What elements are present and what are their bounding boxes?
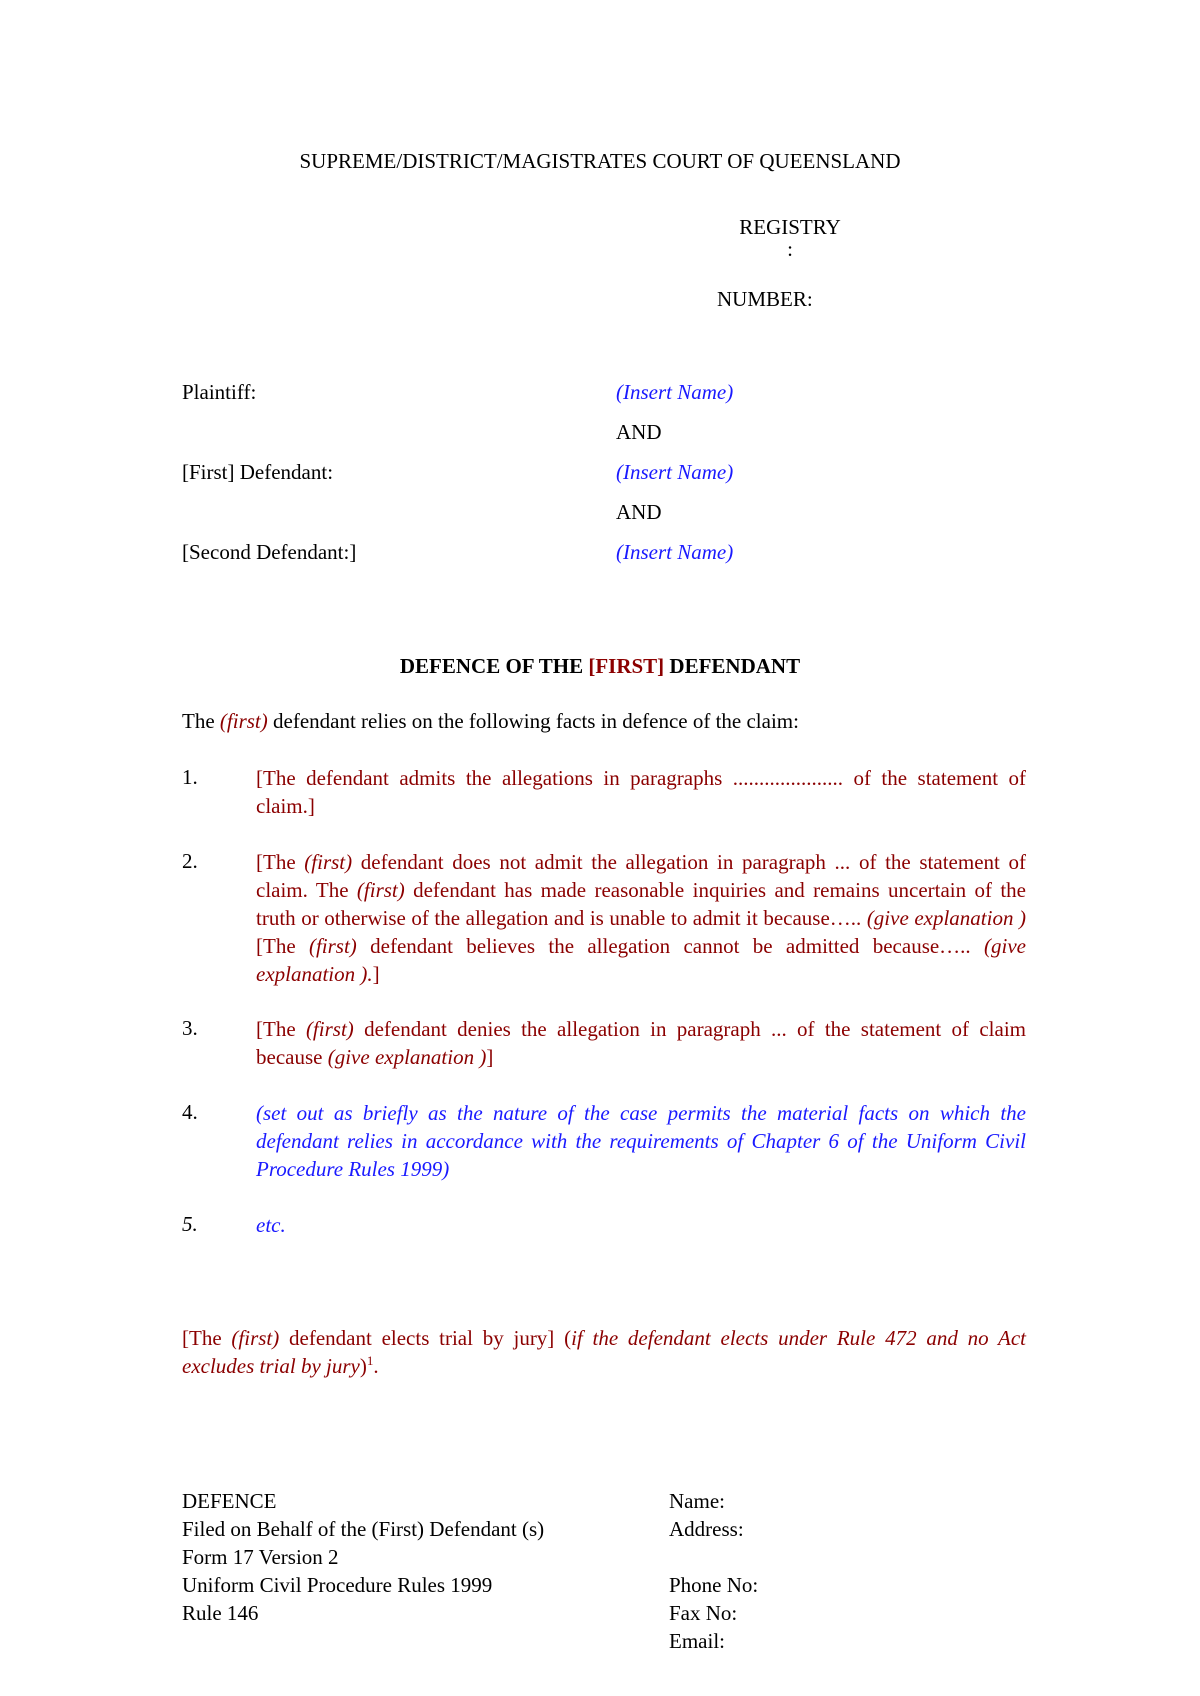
footer-filed-on-behalf: Filed on Behalf of the (First) Defendant (s) (182, 1517, 545, 1541)
plaintiff-label: Plaintiff: (182, 380, 257, 404)
title-post: DEFENDANT (664, 654, 801, 678)
footer-defence: DEFENCE (182, 1489, 277, 1513)
intro-post: defendant relies on the following facts in defence of the claim: (267, 709, 799, 733)
registry-colon: : (787, 237, 793, 262)
para-1-text: [The defendant admits the allegations in paragraphs ..................... of the statement of claim.] (256, 766, 1026, 818)
jury-e: ) (359, 1354, 367, 1378)
para-5-text: etc. (256, 1213, 286, 1237)
jury-election (182, 1324, 1026, 1380)
first-defendant-label: [First] Defendant: (182, 460, 334, 484)
title-pre: DEFENCE OF THE (399, 654, 589, 678)
p2-d: (first) (356, 878, 405, 902)
footer-contact-info (669, 1487, 758, 1655)
footer-ucpr: Uniform Civil Procedure Rules 1999 (182, 1573, 493, 1597)
footer-form-version: Form 17 Version 2 (182, 1545, 339, 1569)
jury-f: . (373, 1354, 379, 1378)
second-defendant-name-placeholder: (Insert Name) (616, 540, 734, 564)
p2-e: defendant has made reasonable inquiries and remains uncertain of the truth or otherwise of the allegation and is unable to admit it because….. (256, 878, 1026, 930)
first-defendant-name-placeholder: (Insert Name) (616, 460, 734, 484)
intro-pre: The (182, 709, 220, 733)
footnote-marker: 1 (366, 1353, 374, 1368)
p3-d: (give explanation ) (327, 1045, 487, 1069)
jury-c: defendant elects trial by jury] ( (279, 1326, 572, 1350)
para-2-text (256, 848, 1026, 988)
footer-spacer (669, 1543, 758, 1571)
footer-name: Name: (669, 1489, 725, 1513)
para-3-text (256, 1015, 1026, 1071)
footer-email: Email: (669, 1629, 725, 1653)
jury-b: (first) (231, 1326, 280, 1350)
and-separator-1: AND (616, 420, 662, 444)
and-separator-2: AND (616, 500, 662, 524)
para-4-number: 4. (182, 1100, 198, 1124)
footer-fax: Fax No: (669, 1601, 738, 1625)
intro-sentence (182, 708, 799, 735)
title-first: [FIRST] (588, 654, 665, 678)
p2-h: (first) (308, 934, 357, 958)
number-label: NUMBER: (717, 287, 813, 311)
p3-c: defendant denies the allegation in paragraph ... of the statement of claim because (256, 1017, 1026, 1069)
registry-label (727, 216, 853, 260)
p2-k: ] (372, 962, 380, 986)
footer-phone: Phone No: (669, 1573, 759, 1597)
p2-c: defendant does not admit the allegation in paragraph ... of the statement of claim. The (256, 850, 1026, 902)
footer-address: Address: (669, 1517, 744, 1541)
footer-filing-info (182, 1487, 544, 1627)
p2-f: (give explanation ) (866, 906, 1026, 930)
para-2-number: 2. (182, 849, 198, 873)
p2-a: [The (256, 850, 305, 874)
intro-first: (first) (219, 709, 268, 733)
para-1-number: 1. (182, 765, 198, 789)
para-5-number: 5. (182, 1212, 198, 1236)
jury-d: if the defendant elects under Rule 472 and no Act excludes trial by jury (182, 1326, 1026, 1378)
p2-j: (give explanation ). (256, 934, 1026, 986)
second-defendant-label: [Second Defendant:] (182, 540, 357, 564)
registry-text: REGISTRY (739, 215, 841, 239)
jury-a: [The (182, 1326, 232, 1350)
p2-i: defendant believes the allegation cannot be admitted because….. (356, 934, 985, 958)
court-heading: SUPREME/DISTRICT/MAGISTRATES COURT OF QUEENSLAND (299, 149, 901, 173)
p3-a: [The (256, 1017, 306, 1041)
p2-g: [The (256, 934, 309, 958)
p3-e: ] (486, 1045, 494, 1069)
para-3-number: 3. (182, 1016, 198, 1040)
p3-b: (first) (305, 1017, 354, 1041)
document-title (0, 653, 1200, 680)
plaintiff-name-placeholder: (Insert Name) (616, 380, 734, 404)
footer-rule: Rule 146 (182, 1601, 259, 1625)
p2-b: (first) (304, 850, 353, 874)
para-4-text: (set out as briefly as the nature of the case permits the material facts on which the defendant relies in accordance with the requirements of Chapter 6 of the Uniform Civil Procedure Rules 1999) (256, 1101, 1026, 1181)
